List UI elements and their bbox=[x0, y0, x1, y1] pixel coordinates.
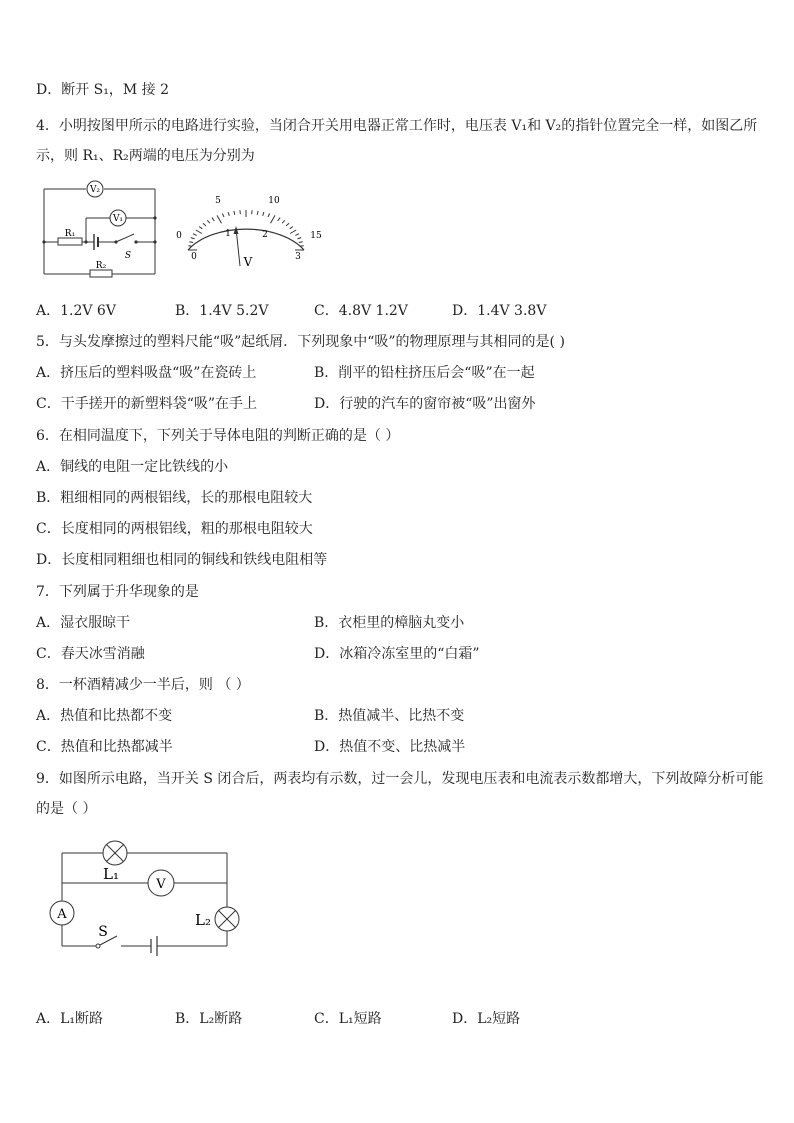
q5-option-c[interactable]: C．干手搓开的新塑料袋“吸”在手上 bbox=[36, 396, 258, 412]
dial-tick bbox=[191, 238, 195, 239]
dial-tick bbox=[252, 210, 253, 214]
dial-tick bbox=[240, 210, 241, 214]
q4-stem-line1: 4．小明按图甲所示的电路进行实验，当闭合开关用电器正常工作时，电压表 V₁和 V₂的指针位置完全一样，如图乙所 bbox=[36, 118, 758, 134]
inner-tick-1: 1 bbox=[225, 229, 231, 239]
outer-tick-10: 10 bbox=[268, 196, 280, 206]
q4-option-d[interactable]: D．1.4V 3.8V bbox=[452, 303, 547, 319]
q4-stem-line2: 示，则 R₁、R₂两端的电压为分别为 bbox=[36, 148, 255, 164]
v2-label: V₂ bbox=[89, 185, 101, 195]
dial-tick bbox=[203, 223, 206, 226]
dial-tick bbox=[271, 215, 276, 223]
q6-stem: 6．在相同温度下，下列关于导体电阻的判断正确的是（ ） bbox=[36, 428, 400, 444]
dial-tick bbox=[282, 220, 285, 223]
dial-unit: V bbox=[243, 255, 253, 269]
q5-option-a[interactable]: A．挤压后的塑料吸盘“吸”在瓷砖上 bbox=[36, 365, 257, 381]
q7-option-b[interactable]: B．衣柜里的樟脑丸变小 bbox=[314, 615, 465, 631]
r1-label: R₁ bbox=[64, 229, 76, 239]
l1-label: L₁ bbox=[103, 865, 119, 883]
dial-tick bbox=[290, 230, 296, 234]
q7-option-d[interactable]: D．冰箱冷冻室里的“白霜” bbox=[314, 646, 480, 662]
dial-tick bbox=[228, 212, 229, 216]
dial-tick bbox=[212, 218, 214, 221]
q3-option-d: D．断开 S₁，M 接 2 bbox=[36, 82, 170, 98]
dial-tick bbox=[295, 234, 299, 236]
dial-tick bbox=[290, 227, 293, 229]
q9-option-a[interactable]: A．L₁断路 bbox=[36, 1011, 104, 1027]
q9-option-d[interactable]: D．L₂短路 bbox=[452, 1011, 521, 1027]
q8-option-b[interactable]: B．热值减半、比热不变 bbox=[314, 708, 465, 724]
r2-label: R₂ bbox=[95, 261, 107, 271]
voltmeter-label: V bbox=[156, 877, 166, 892]
dial-arc bbox=[188, 229, 304, 250]
q6-option-b[interactable]: B．粗细相同的两根铝线，长的那根电阻较大 bbox=[36, 490, 313, 506]
switch-label: S bbox=[124, 251, 132, 261]
q6-option-d[interactable]: D．长度相同粗细也相同的铜线和铁线电阻相等 bbox=[36, 552, 328, 568]
dial-tick bbox=[297, 238, 301, 239]
dial-tick bbox=[263, 212, 264, 216]
q5-stem: 5．与头发摩擦过的塑料尺能“吸”起纸屑．下列现象中“吸”的物理原理与其相同的是( ) bbox=[36, 334, 565, 350]
dial-ticks bbox=[188, 210, 304, 250]
q4-option-c[interactable]: C．4.8V 1.2V bbox=[314, 303, 408, 319]
q6-option-c[interactable]: C．长度相同的两根铝线，粗的那根电阻较大 bbox=[36, 521, 313, 537]
dial-tick bbox=[299, 242, 303, 243]
dial-tick bbox=[193, 234, 197, 236]
dial-tick bbox=[268, 214, 270, 218]
q4-option-a[interactable]: A．1.2V 6V bbox=[36, 303, 116, 319]
inner-tick-0: 0 bbox=[191, 252, 197, 262]
q4-circuit-figure bbox=[40, 180, 165, 280]
dial-tick bbox=[234, 211, 235, 215]
q7-stem: 7．下列属于升华现象的是 bbox=[36, 584, 199, 600]
inner-tick-2: 2 bbox=[262, 230, 268, 240]
q9-stem-line1: 9．如图所示电路，当开关 S 闭合后，两表均有示数，过一会儿，发现电压表和电流表示数都增大，下列故障分析可能 bbox=[36, 771, 764, 787]
q5-option-b[interactable]: B．削平的铅柱挤压后会“吸”在一起 bbox=[314, 365, 535, 381]
q7-option-c[interactable]: C．春天冰雪消融 bbox=[36, 646, 145, 662]
q8-option-c[interactable]: C．热值和比热都减半 bbox=[36, 739, 173, 755]
switch-s-label: S bbox=[98, 924, 108, 940]
dial-tick bbox=[189, 242, 193, 243]
dial-tick bbox=[207, 220, 210, 223]
q9-stem-line2: 的是（ ） bbox=[36, 801, 97, 817]
dial-tick bbox=[196, 230, 202, 234]
dial-tick bbox=[217, 215, 222, 223]
dial-tick bbox=[199, 227, 202, 229]
outer-tick-0: 0 bbox=[176, 231, 182, 241]
q6-option-a[interactable]: A．铜线的电阻一定比铁线的小 bbox=[36, 459, 229, 475]
q5-option-d[interactable]: D．行驶的汽车的窗帘被“吸”出窗外 bbox=[314, 396, 536, 412]
q8-option-d[interactable]: D．热值不变、比热减半 bbox=[314, 739, 466, 755]
q8-stem: 8．一杯酒精减少一半后，则 （ ） bbox=[36, 677, 250, 693]
inner-tick-3: 3 bbox=[295, 252, 301, 262]
dial-tick bbox=[222, 214, 224, 218]
outer-tick-15: 15 bbox=[310, 231, 322, 241]
dial-tick bbox=[286, 223, 289, 226]
q4-voltmeter-dial bbox=[170, 190, 330, 280]
ammeter-label: A bbox=[57, 907, 67, 922]
outer-tick-5: 5 bbox=[215, 196, 221, 206]
dial-tick bbox=[278, 218, 280, 221]
q9-option-c[interactable]: C．L₁短路 bbox=[314, 1011, 382, 1027]
q9-circuit-figure bbox=[45, 838, 245, 968]
dial-tick bbox=[257, 211, 258, 215]
v1-label: V₁ bbox=[112, 214, 124, 224]
q9-option-b[interactable]: B．L₂断路 bbox=[175, 1011, 243, 1027]
q7-option-a[interactable]: A．湿衣服晾干 bbox=[36, 615, 131, 631]
l2-label: L₂ bbox=[195, 911, 211, 929]
q4-option-b[interactable]: B．1.4V 5.2V bbox=[175, 303, 269, 319]
q8-option-a[interactable]: A．热值和比热都不变 bbox=[36, 708, 173, 724]
